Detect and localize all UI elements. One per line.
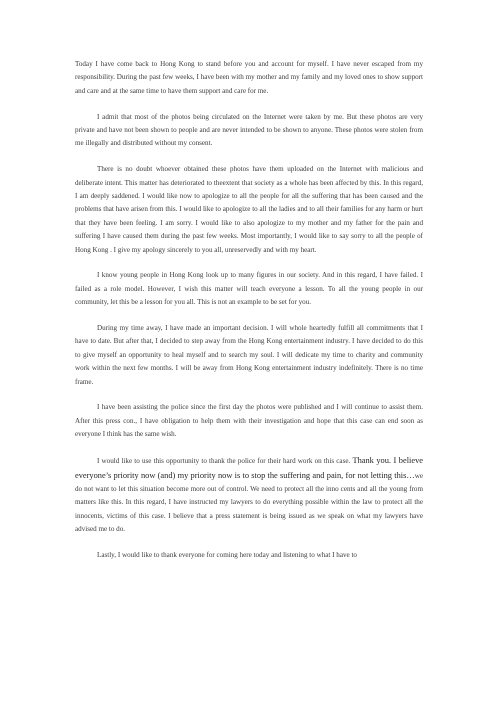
paragraph-7-part-1: I would like to use this opportunity to thank the police for their hard work on this case.: [97, 457, 353, 466]
paragraph-7-part-3: we do not want to let this situation become more out of control. We need to protect all the inno cents and all the young from matters like this. In this regard, I have instructed my lawyers to do everything possible within the law to protect all the innocents, victims of this case. I believe that a press statement is being issued as we speak on what my lawyers have advised me to do.: [75, 471, 423, 534]
paragraph-6: I have been assisting the police since the first day the photos were published and I will continue to assist them. After this press con., I have obligation to help them with their investigation and hope that this case can end soon as everyone I think has the same wish.: [75, 403, 423, 439]
paragraph-3: There is no doubt whoever obtained these photos have them uploaded on the Internet with malicious and deliberate intent. This matter has deteriorated to theextent that society as a whole has been affected by this. In this regard, I am deeply saddened. I would like now to apologize to all the people for all the suffering that has been caused and the problems that have arisen from this. I would like to apologize to all the ladies and to all their families for any harm or hurt that they have been feeling. I am sorry. I would like to also apologize to my mother and my father for the pain and suffering I have caused them during the past few weeks. Most importantly, I would like to say sorry to all the people of Hong Kong . I give my apology sincerely to you all, unreservedly and with my heart.: [75, 165, 423, 254]
paragraph-7: [75, 454, 423, 536]
paragraph-7-part-2: Thank you. I believe everyone’s priority now (and) my priority now is to stop the suffering and pain, for not letting this…: [75, 456, 423, 480]
paragraph-8: Lastly, I would like to thank everyone for coming here today and listening to what I have to: [97, 550, 357, 559]
paragraph-1: Today I have come back to Hong Kong to stand before you and account for myself. I have never escaped from my responsibility. During the past few weeks, I have been with my mother and my family and my loved ones to show support and care and at the same time to have them support and care for me.: [75, 60, 423, 95]
paragraph-4: I know young people in Hong Kong look up to many figures in our society. And in this regard, I have failed. I failed as a role model. However, I wish this matter will teach everyone a lesson. To all the young people in our community, let this be a lesson for you all. This is not an example to be set for you.: [75, 271, 423, 307]
document-body: [75, 58, 423, 575]
paragraph-5: During my time away, I have made an important decision. I will whole heartedly fulfill all commitments that I have to date. But after that, I decided to step away from the Hong Kong entertainment industry. I have decided to do this to give myself an opportunity to heal myself and to search my soul. I will dedicate my time to charity and community work within the next few months. I will be away from Hong Kong entertainment industry indefinitely. There is no time frame.: [75, 324, 423, 386]
paragraph-2: I admit that most of the photos being circulated on the Internet were taken by me. But these photos are very private and have not been shown to people and are never intended to be shown to anyone. These photos were stolen from me illegally and distributed without my consent.: [75, 112, 423, 148]
